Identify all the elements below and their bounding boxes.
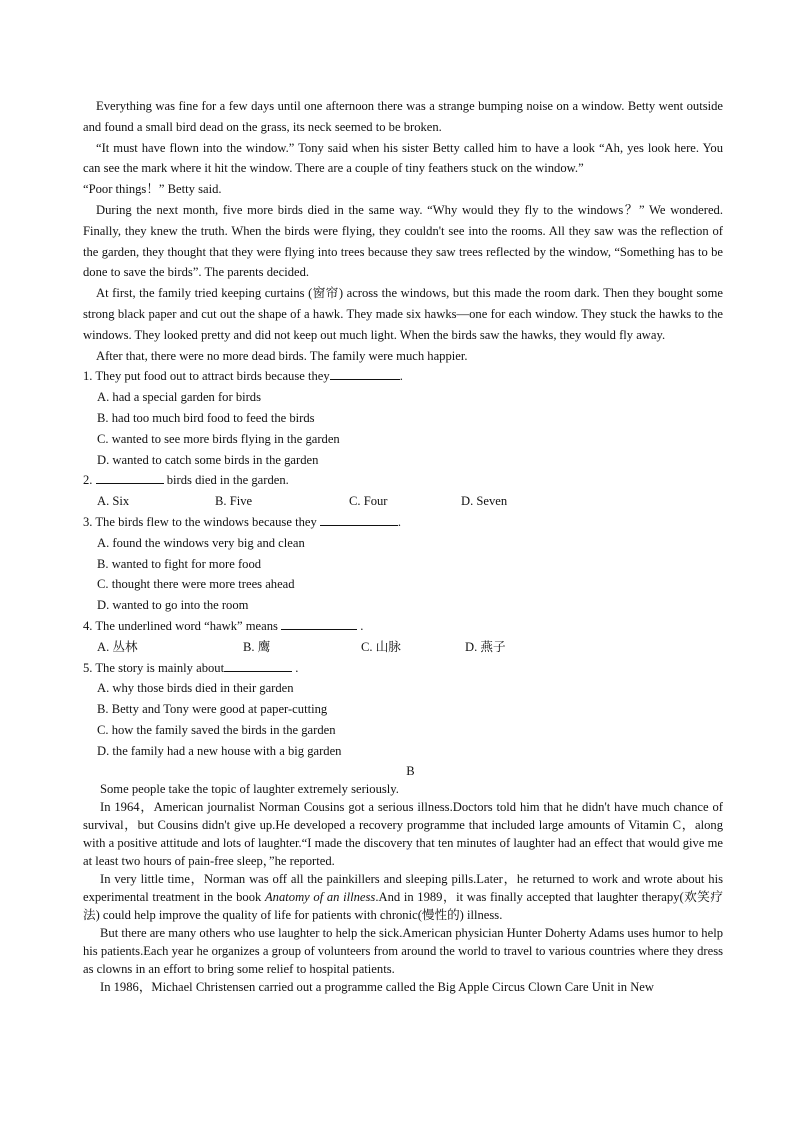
option: C. Four	[349, 494, 388, 509]
option: B. had too much bird food to feed the birds	[97, 410, 315, 425]
passage-b-paragraph: In 1964，American journalist Norman Cousins got a serious illness.Doctors told him that he didn't have much chance of survival，but Cousins didn't give up.He developed a recovery programme that included large amounts of Vitamin C，along with a positive attitude and lots of laughter.“I made the discovery that ten minutes of laughter had an effect that would give me at least two hours of pain-free sleep，”he reported.	[83, 799, 723, 868]
option: D. wanted to catch some birds in the garden	[97, 452, 319, 467]
question-stem: 4. The underlined word “hawk” means .	[83, 616, 723, 637]
question-stem: 5. The story is mainly about .	[83, 658, 723, 679]
question-stem: 3. The birds flew to the windows because they .	[83, 512, 723, 533]
passage-a-paragraph: Everything was fine for a few days until one afternoon there was a strange bumping noise on a window. Betty went outside and found a small bird dead on the grass, its neck seemed to be broken.	[83, 99, 723, 134]
question-1	[83, 366, 723, 470]
option: B. 鹰	[243, 639, 271, 654]
option: B. Five	[215, 494, 253, 509]
option: C. how the family saved the birds in the garden	[97, 722, 336, 737]
passage-b	[83, 780, 723, 996]
passage-a-paragraph: “It must have flown into the window.” Tony said when his sister Betty called him to have a look “Ah, yes look here. You can see the mark where it hit the window. There are a couple of tiny feathers stuck on the window.”	[83, 140, 723, 176]
passage-b-paragraph: In 1986，Michael Christensen carried out a programme called the Big Apple Circus Clown Care Unit in New	[100, 979, 654, 994]
option: D. wanted to go into the room	[97, 598, 249, 613]
question-stem: 1. They put food out to attract birds because they .	[83, 366, 723, 387]
answer-blank[interactable]	[224, 658, 292, 672]
question-4	[83, 616, 723, 658]
passage-b-paragraph: In very little time，Norman was off all the painkillers and sleeping pills.Later，he returned to work and wrote about his experimental treatment in the book Anatomy of an illness.And in 1989，it was finally accepted that laughter therapy(欢笑疗法) could help improve the quality of life for patients with chronic(慢性的) illness.	[83, 871, 724, 922]
answer-blank[interactable]	[330, 366, 400, 380]
section-b-heading: B	[406, 763, 415, 778]
option: A. had a special garden for birds	[97, 390, 262, 405]
answer-blank[interactable]	[281, 616, 357, 630]
passage-a-paragraph: “Poor things！” Betty said.	[83, 182, 222, 197]
option: A. 丛林	[97, 639, 138, 654]
option: D. the family had a new house with a big garden	[97, 743, 342, 758]
option: B. wanted to fight for more food	[97, 556, 262, 571]
passage-b-paragraph: But there are many others who use laughter to help the sick.American physician Hunter Doherty Adams uses humor to help his patients.Each year he organizes a group of volunteers from around the world to travel to various countries where they dress as clowns in an effort to bring some relief to hospital patients.	[83, 925, 723, 976]
passage-a-paragraph: At first, the family tried keeping curtains (窗帘) across the windows, but this made the room dark. Then they bought some strong black paper and cut out the shape of a hawk. They made six hawks—one for each window. They stuck the hawks to the windows. They looked pretty and did not keep out much light. When the birds saw the hawks, they would fly away.	[83, 286, 723, 342]
question-2	[83, 470, 723, 512]
question-5	[83, 658, 723, 762]
book-title: Anatomy of an illness	[264, 889, 376, 904]
option: D. 燕子	[465, 639, 506, 654]
option: C. wanted to see more birds flying in the garden	[97, 431, 340, 446]
option: A. why those birds died in their garden	[97, 681, 294, 696]
answer-blank[interactable]	[96, 470, 164, 484]
answer-blank[interactable]	[320, 512, 398, 526]
option: D. Seven	[461, 494, 508, 509]
option: B. Betty and Tony were good at paper-cutting	[97, 702, 328, 717]
option: A. found the windows very big and clean	[97, 535, 305, 550]
option-row	[97, 637, 723, 658]
passage-b-paragraph: Some people take the topic of laughter extremely seriously.	[100, 781, 399, 796]
passage-a-paragraph: During the next month, five more birds died in the same way. “Why would they fly to the windows？” We wondered. Finally, they knew the truth. When the birds were flying, they couldn't see into the rooms. All they saw was the reflection of the garden, they thought that they were flying into trees because they saw trees reflected by the window, “Something has to be done to save the birds”. The parents decided.	[83, 202, 723, 280]
option-row	[97, 491, 723, 512]
question-3	[83, 512, 723, 616]
option: C. 山脉	[361, 639, 401, 654]
exam-page	[83, 96, 723, 996]
question-stem: 2. birds died in the garden.	[83, 470, 723, 491]
option: A. Six	[97, 494, 130, 509]
passage-a-paragraph: After that, there were no more dead birds. The family were much happier.	[96, 348, 468, 363]
passage-a	[83, 96, 723, 366]
option: C. thought there were more trees ahead	[97, 577, 295, 592]
